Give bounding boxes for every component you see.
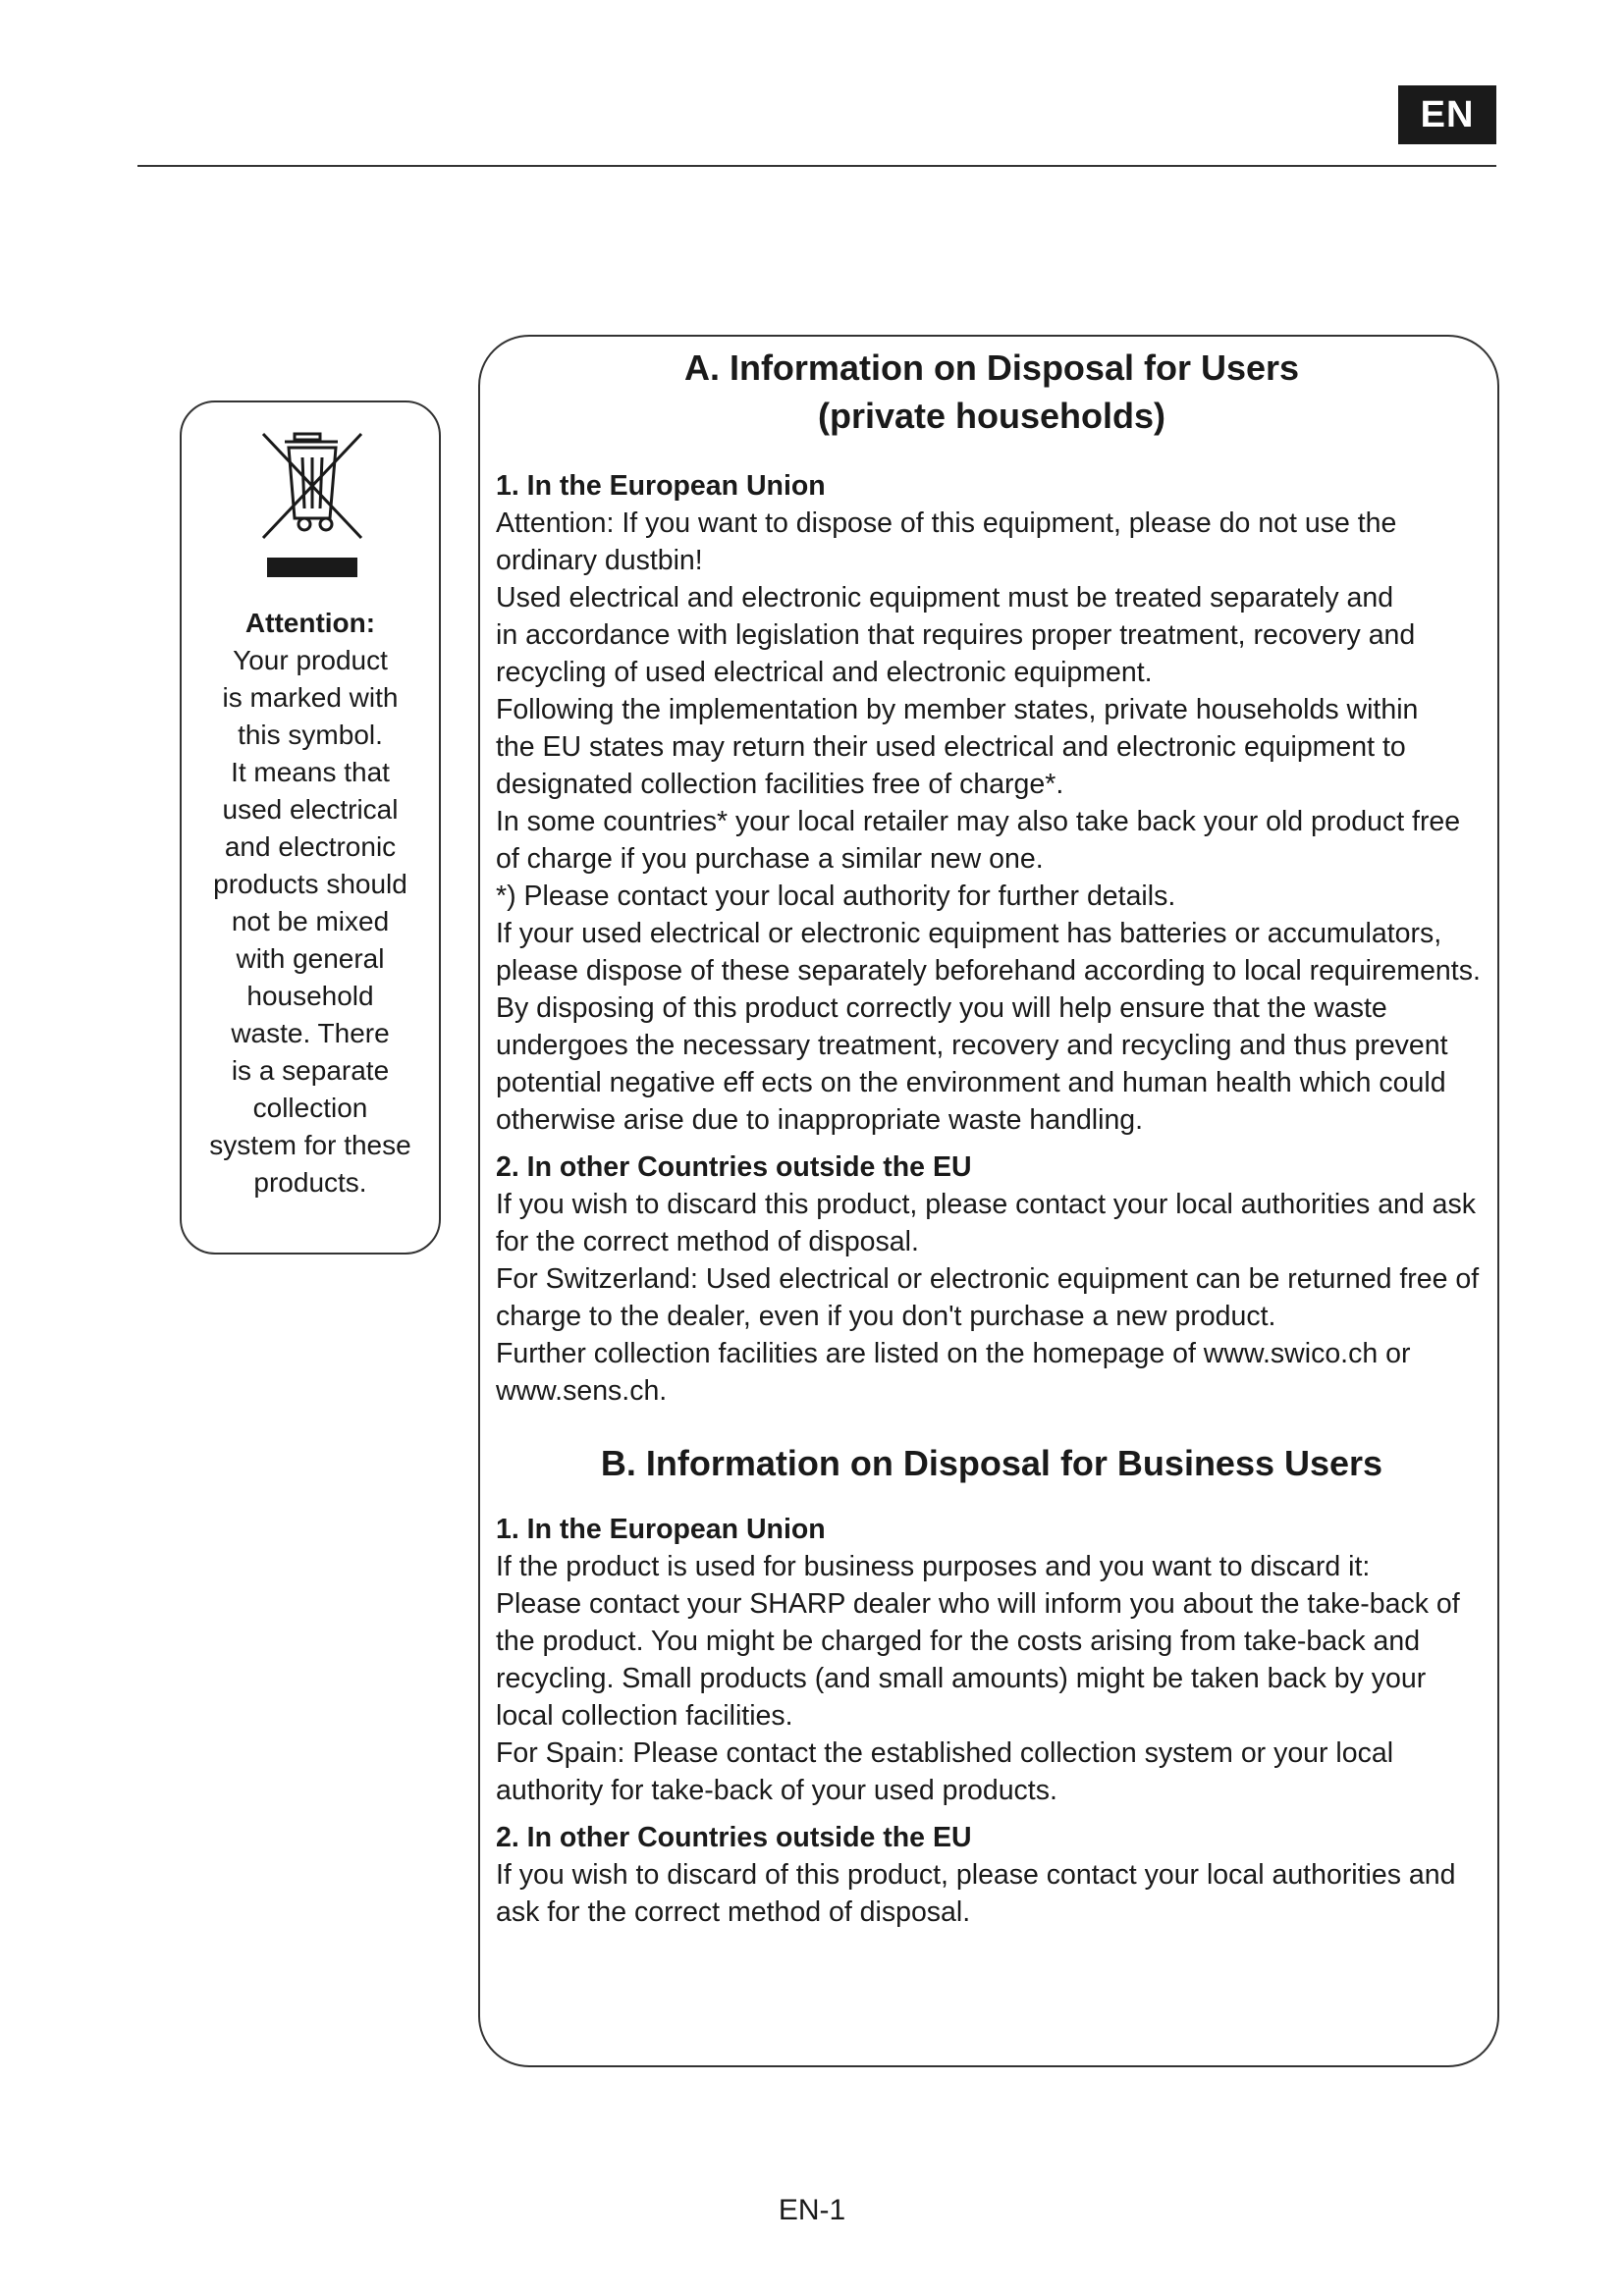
text-line: For Switzerland: Used electrical or electronic equipment can be returned free of: [496, 1263, 1480, 1295]
text-line: If your used electrical or electronic equipment has batteries or accumulators,: [496, 918, 1442, 949]
text-line: recycling. Small products (and small amounts) might be taken back by your: [496, 1663, 1427, 1694]
attention-line: household: [246, 981, 374, 1011]
text-line: the EU states may return their used electrical and electronic equipment to: [496, 731, 1406, 763]
text-line: By disposing of this product correctly you will help ensure that the waste: [496, 992, 1387, 1024]
attention-line: not be mixed: [231, 906, 390, 936]
text-line: If you wish to discard this product, please contact your local authorities and ask: [496, 1189, 1477, 1220]
text-line: local collection facilities.: [496, 1700, 793, 1732]
attention-line: is a separate: [231, 1055, 390, 1086]
section-a-eu-heading: 1. In the European Union: [496, 470, 826, 502]
text-line: in accordance with legislation that requires proper treatment, recovery and: [496, 619, 1416, 651]
text-line: charge to the dealer, even if you don't purchase a new product.: [496, 1301, 1276, 1332]
section-a-eu: [496, 467, 1488, 1139]
crossed-out-wheelie-bin-icon: [255, 428, 368, 580]
attention-line: products.: [253, 1167, 367, 1198]
attention-line: collection: [252, 1093, 368, 1123]
text-line: undergoes the necessary treatment, recovery and recycling and thus prevent: [496, 1030, 1448, 1061]
text-line: authority for take-back of your used products.: [496, 1775, 1057, 1806]
page-number: EN-1: [778, 2194, 846, 2226]
text-line: potential negative eff ects on the environment and human health which could: [496, 1067, 1446, 1098]
text-line: Attention: If you want to dispose of this equipment, please do not use the: [496, 507, 1397, 539]
disposal-info-content: [496, 344, 1488, 1931]
attention-text: [191, 605, 429, 1201]
text-line: *) Please contact your local authority for further details.: [496, 881, 1176, 912]
section-a-other-heading: 2. In other Countries outside the EU: [496, 1151, 972, 1183]
section-a-title: [496, 344, 1488, 440]
text-line: If you wish to discard of this product, please contact your local authorities and: [496, 1859, 1456, 1891]
text-line: designated collection facilities free of charge*.: [496, 769, 1064, 800]
attention-line: and electronic: [224, 831, 397, 862]
text-line: otherwise arise due to inappropriate waste handling.: [496, 1104, 1144, 1136]
attention-line: used electrical: [222, 794, 399, 825]
text-line: of charge if you purchase a similar new one.: [496, 843, 1044, 875]
text-line: please dispose of these separately beforehand according to local requirements.: [496, 955, 1481, 987]
text-line: Following the implementation by member states, private households within: [496, 694, 1419, 725]
attention-line: this symbol.: [238, 720, 383, 750]
attention-line: with general: [236, 943, 385, 974]
text-line: Please contact your SHARP dealer who will inform you about the take-back of: [496, 1588, 1460, 1620]
attention-line: It means that: [231, 757, 390, 787]
text-line: ordinary dustbin!: [496, 545, 703, 576]
attention-line: waste. There: [231, 1018, 390, 1048]
text-line: www.sens.ch.: [496, 1375, 668, 1407]
section-b-other: [496, 1819, 1488, 1931]
section-a-title-line: A. Information on Disposal for Users: [683, 347, 1300, 388]
section-b-title: B. Information on Disposal for Business Users: [600, 1443, 1383, 1483]
section-b-eu-heading: 1. In the European Union: [496, 1514, 826, 1545]
attention-line: is marked with: [222, 682, 399, 713]
header-divider: [137, 165, 1496, 167]
section-b-other-heading: 2. In other Countries outside the EU: [496, 1822, 972, 1853]
section-a-title-line: (private households): [817, 396, 1166, 436]
attention-sidebar: [180, 400, 441, 1255]
text-line: for the correct method of disposal.: [496, 1226, 919, 1257]
language-badge: EN: [1398, 85, 1496, 144]
text-line: If the product is used for business purposes and you want to discard it:: [496, 1551, 1371, 1582]
attention-line: system for these: [209, 1130, 411, 1160]
text-line: ask for the correct method of disposal.: [496, 1896, 971, 1928]
text-line: Used electrical and electronic equipment must be treated separately and: [496, 582, 1394, 614]
text-line: Further collection facilities are listed on the homepage of www.swico.ch or: [496, 1338, 1411, 1369]
attention-line: Your product: [233, 645, 388, 675]
attention-title: Attention:: [244, 608, 376, 638]
section-a-other: [496, 1148, 1488, 1410]
section-b-eu: [496, 1511, 1488, 1809]
text-line: For Spain: Please contact the established collection system or your local: [496, 1737, 1394, 1769]
text-line: the product. You might be charged for the costs arising from take-back and: [496, 1626, 1421, 1657]
text-line: In some countries* your local retailer may also take back your old product free: [496, 806, 1461, 837]
text-line: recycling of used electrical and electronic equipment.: [496, 657, 1153, 688]
attention-line: products should: [213, 869, 407, 899]
